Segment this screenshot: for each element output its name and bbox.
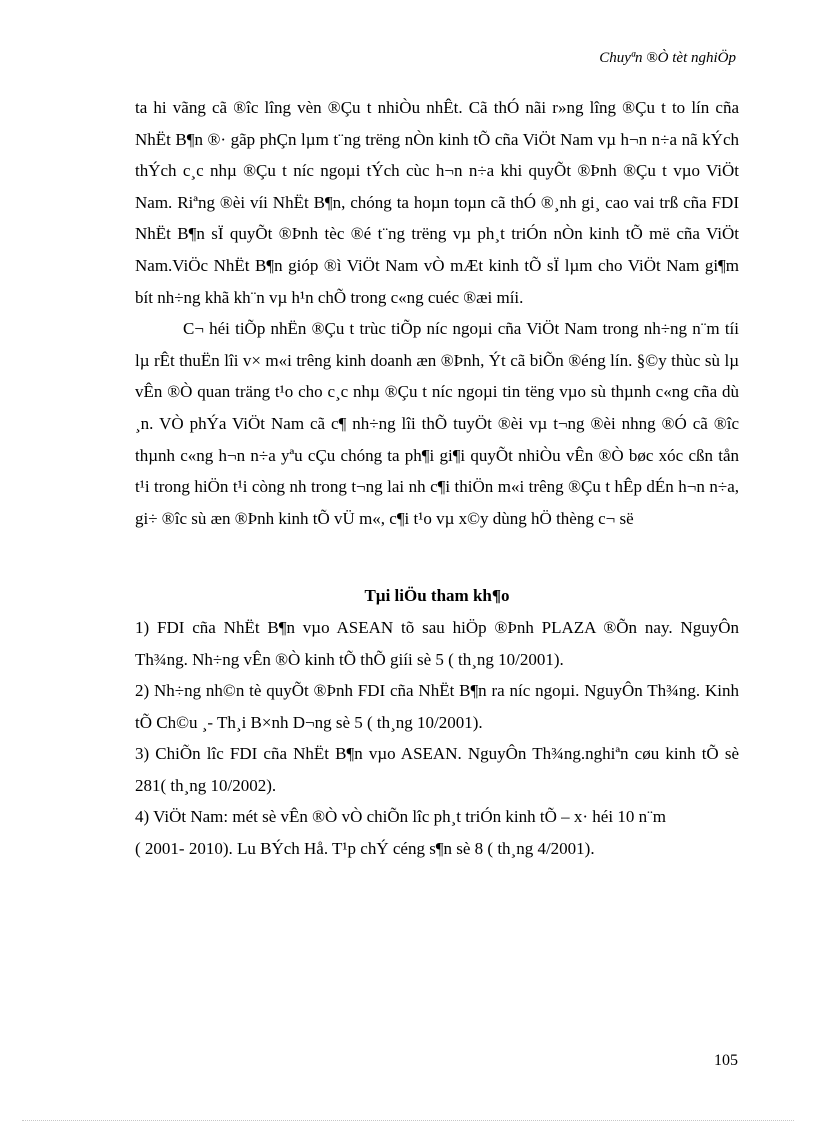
running-header: Chuyªn ®Ò tèt nghiÖp bbox=[599, 50, 736, 66]
body-paragraph-1: ta hi vãng cã ®îc lîng vèn ®Çu t nhiÒu nhÊt. Cã thÓ nãi r»ng lîng ®Çu t to lín cña NhËt B¶n ®· gãp phÇn lµm t¨ng trëng nÒn kinh tÕ cña ViÖt Nam vµ h¬n n÷a nã kÝch thÝch c¸c nhµ ®Çu t níc ngoµi tÝch cùc h¬n n÷a khi quyÕt ®Þnh ®Çu t vµo ViÖt Nam. Riªng ®èi víi NhËt B¶n, chóng ta hoµn toµn cã thÓ ®¸nh gi¸ cao vai trß cña FDI NhËt B¶n sÏ quyÕt ®Þnh tèc ®é t¨ng trëng vµ ph¸t triÓn nÒn kinh tÕ më cña ViÖt Nam.ViÖc NhËt B¶n gióp ®ì ViÖt Nam vÒ mÆt kinh tÕ sÏ lµm cho ViÖt Nam gi¶m bít nh÷ng khã kh¨n vµ h¹n chÕ trong c«ng cuéc ®æi míi. bbox=[135, 98, 739, 307]
footer-divider bbox=[22, 1120, 794, 1121]
references-heading: Tµi liÖu tham kh¶o bbox=[364, 586, 510, 606]
references-list bbox=[135, 612, 739, 865]
reference-item-4-continuation: ( 2001- 2010). Lu BÝch Hå. T¹p chÝ céng s¶n sè 8 ( th¸ng 4/2001). bbox=[135, 839, 595, 859]
reference-item-2: 2) Nh÷ng nh©n tè quyÕt ®Þnh FDI cña NhËt B¶n ra níc ngoµi. NguyÔn Th¾ng. Kinh tÕ Ch©u ¸- Th¸i B×nh D¬ng sè 5 ( th¸ng 10/2001). bbox=[135, 681, 739, 732]
reference-item-3: 3) ChiÕn lîc FDI cña NhËt B¶n vµo ASEAN. NguyÔn Th¾ng.nghiªn cøu kinh tÕ sè 281( th¸ng 10/2002). bbox=[135, 744, 739, 795]
reference-item-4: 4) ViÖt Nam: mét sè vÊn ®Ò vÒ chiÕn lîc ph¸t triÓn kinh tÕ – x· héi 10 n¨m bbox=[135, 807, 666, 827]
body-paragraph-2: C¬ héi tiÕp nhËn ®Çu t trùc tiÕp níc ngoµi cña ViÖt Nam trong nh÷ng n¨m tíi lµ rÊt thuËn lîi v× m«i trêng kinh doanh æn ®Þnh, Ýt cã biÕn ®éng lín. §©y thùc sù lµ vÊn ®Ò quan träng t¹o cho c¸c nhµ ®Çu t níc ngoµi tin tëng vµo sù thµnh c«ng cña dù ¸n. VÒ phÝa ViÖt Nam cã c¶ nh÷ng lîi thÕ tuyÖt ®èi vµ t¬ng ®èi nhng ®Ó cã ®îc thµnh c«ng h¬n n÷a yªu cÇu chóng ta ph¶i gi¶i quyÕt nhiÒu vÊn ®Ò bøc xóc cßn tån t¹i trong hiÖn t¹i còng nh trong t¬ng lai nh c¶i thiÖn m«i trêng ®Çu t hÊp dÉn h¬n n÷a, gi÷ ®îc sù æn ®Þnh kinh tÕ vÜ m«, c¶i t¹o vµ x©y dùng hÖ thèng c¬ së bbox=[135, 319, 739, 528]
reference-item-1: 1) FDI cña NhËt B¶n vµo ASEAN tõ sau hiÖp ®Þnh PLAZA ®Õn nay. NguyÔn Th¾ng. Nh÷ng vÊn ®Ò kinh tÕ thÕ giíi sè 5 ( th¸ng 10/2001). bbox=[135, 617, 739, 669]
page-body bbox=[135, 92, 739, 865]
page-number: 105 bbox=[714, 1052, 738, 1069]
